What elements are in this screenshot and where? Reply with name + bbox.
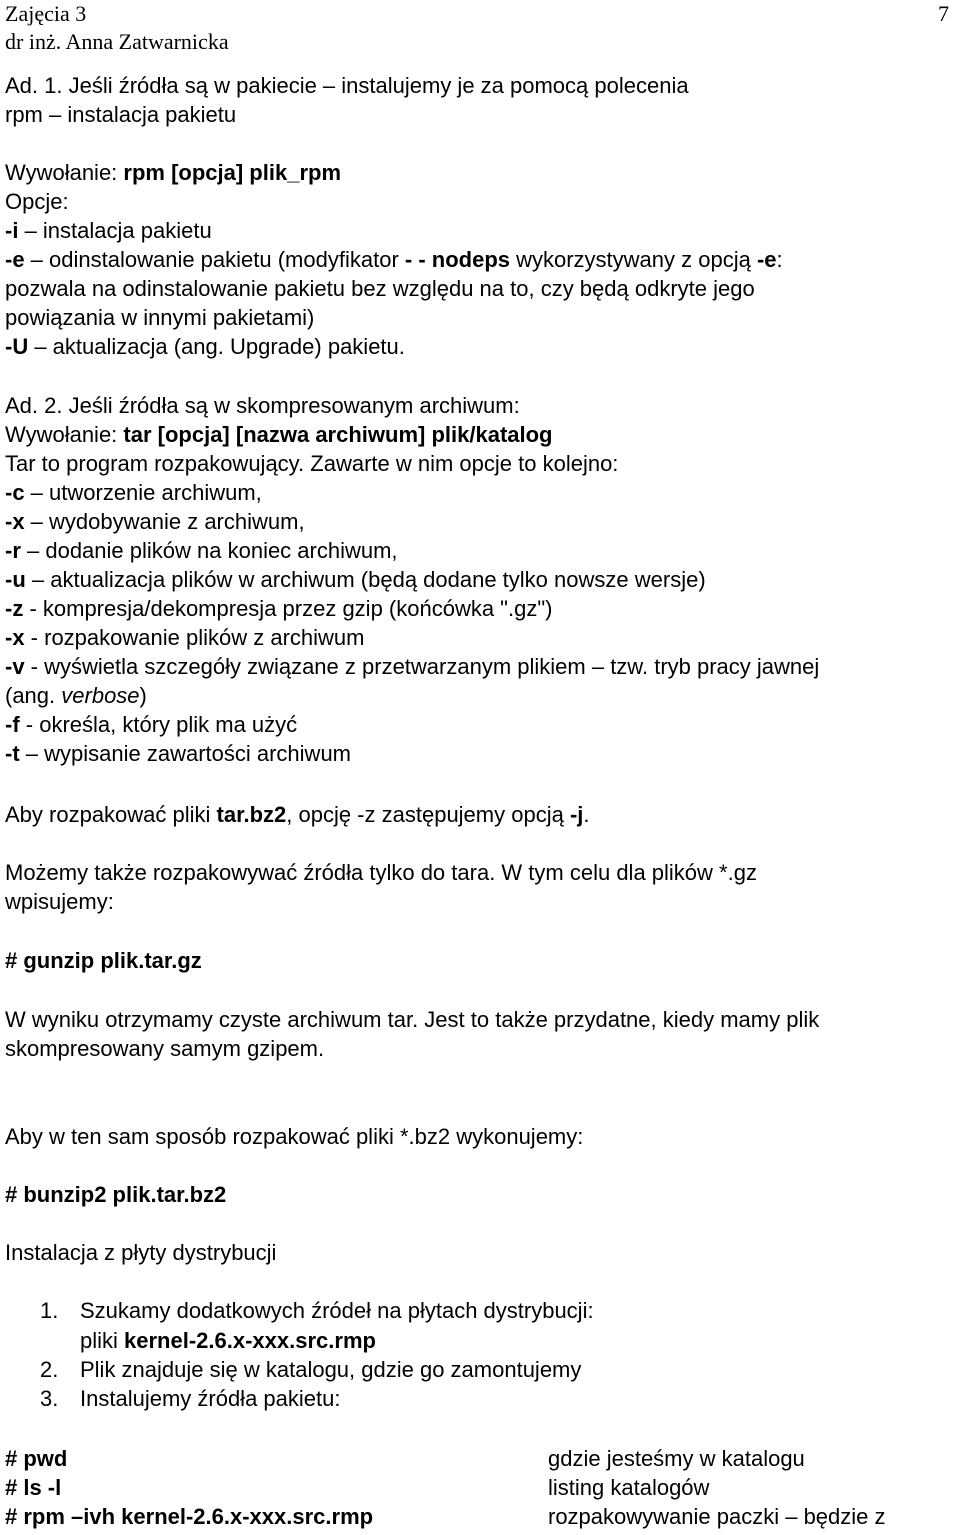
opt-flag: -x <box>5 625 25 650</box>
cmd-text: # pwd <box>5 1446 68 1471</box>
tar-opt-verbose <box>5 682 147 710</box>
opt-flag: -r <box>5 538 21 563</box>
opt-flag: -i <box>5 218 19 243</box>
step-text: Instalujemy źródła pakietu: <box>80 1386 341 1411</box>
opt-flag: -e <box>756 247 777 272</box>
gz-note-line2: wpisujemy: <box>5 889 114 914</box>
note-text: , opcję -z zastępujemy opcją <box>286 802 570 827</box>
opt-text: – utworzenie archiwum, <box>24 480 262 505</box>
cmd-text: # ls -l <box>5 1475 62 1500</box>
cmd-text: # rpm –ivh kernel-2.6.x-xxx.src.rmp <box>5 1504 374 1529</box>
opt-flag: -z <box>5 596 24 621</box>
opt-text: – wydobywanie z archiwum, <box>24 509 305 534</box>
tar-desc: Tar to program rozpakowujący. Zawarte w nim opcje to kolejno: <box>5 451 619 476</box>
ad2-title: Ad. 2. Jeśli źródła są w skompresowanym archiwum: <box>5 393 520 418</box>
tar-call <box>5 421 553 449</box>
result-note-line1: W wyniku otrzymamy czyste archiwum tar. Jest to także przydatne, kiedy mamy plik <box>5 1007 820 1032</box>
tar-opt <box>5 624 364 652</box>
opt-text: : <box>776 247 783 272</box>
rpm-opt-i <box>5 217 212 245</box>
opt-flag: -u <box>5 567 26 592</box>
opt-text: - wyświetla szczegóły związane z przetwarzanym plikiem – tzw. tryb pracy jawnej <box>24 654 820 679</box>
tar-opt <box>5 479 262 507</box>
note-bold: tar.bz2 <box>216 802 287 827</box>
opt-text: – wypisanie zawartości archiwum <box>19 741 351 766</box>
cmd-bunzip <box>5 1181 226 1209</box>
opt-flag: -e <box>5 247 25 272</box>
tar-opt-f <box>5 711 297 739</box>
verbose-post: ) <box>139 683 147 708</box>
opt-flag: -t <box>5 741 20 766</box>
opt-flag: -U <box>5 334 29 359</box>
header-course: Zajęcia 3 <box>5 1 87 26</box>
options-label: Opcje: <box>5 189 69 214</box>
verbose-word: verbose <box>61 683 140 708</box>
cmd-text: # gunzip plik.tar.gz <box>5 948 202 973</box>
step-text-cont <box>80 1327 376 1355</box>
rpm-opt-e-cont2: powiązania w innymi pakietami) <box>5 305 315 330</box>
step-number: 1. <box>40 1298 59 1323</box>
cmd-desc: gdzie jesteśmy w katalogu <box>548 1446 805 1471</box>
ad1-line1: Ad. 1. Jeśli źródła są w pakiecie – instalujemy je za pomocą polecenia <box>5 73 689 98</box>
tar-opt <box>5 566 706 594</box>
step-bold: kernel-2.6.x-xxx.src.rmp <box>124 1328 376 1353</box>
step-text: Plik znajduje się w katalogu, gdzie go zamontujemy <box>80 1357 582 1382</box>
step-number: 2. <box>40 1357 59 1382</box>
rpm-opt-u <box>5 333 405 361</box>
opt-text: – aktualizacja plików w archiwum (będą dodane tylko nowsze wersje) <box>25 567 706 592</box>
opt-flag: -c <box>5 480 25 505</box>
result-note-line2: skompresowany samym gzipem. <box>5 1036 325 1061</box>
tar-opt <box>5 595 552 623</box>
rpm-call <box>5 159 341 187</box>
note-text: . <box>583 802 590 827</box>
opt-flag: -v <box>5 654 25 679</box>
opt-flag: -x <box>5 509 25 534</box>
install-title: Instalacja z płyty dystrybucji <box>5 1240 277 1265</box>
rpm-opt-e <box>5 246 783 274</box>
verbose-pre: (ang. <box>5 683 62 708</box>
opt-modifier: - - nodeps <box>404 247 510 272</box>
cmd-rpm <box>5 1503 373 1531</box>
cmd-gunzip <box>5 947 202 975</box>
rpm-call-prefix: Wywołanie: <box>5 160 124 185</box>
cmd-pwd <box>5 1445 67 1473</box>
opt-text: - określa, który plik ma użyć <box>19 712 298 737</box>
opt-text: - kompresja/dekompresja przez gzip (końcówka ".gz") <box>23 596 553 621</box>
tar-opt-t <box>5 740 351 768</box>
opt-text: - rozpakowanie plików z archiwum <box>24 625 365 650</box>
note-text: Aby rozpakować pliki <box>5 802 217 827</box>
opt-flag: -f <box>5 712 20 737</box>
opt-text: – odinstalowanie pakietu (modyfikator <box>24 247 405 272</box>
step-text: pliki <box>80 1328 125 1353</box>
tar-opt <box>5 508 305 536</box>
cmd-desc: listing katalogów <box>548 1475 710 1500</box>
tar-opt <box>5 653 819 681</box>
rpm-opt-e-cont1: pozwala na odinstalowanie pakietu bez względu na to, czy będą odkryte jego <box>5 276 755 301</box>
opt-text: wykorzystywany z opcją <box>510 247 757 272</box>
opt-text: – instalacja pakietu <box>18 218 212 243</box>
cmd-text: # bunzip2 plik.tar.bz2 <box>5 1182 227 1207</box>
tar-opt <box>5 537 398 565</box>
cmd-ls <box>5 1474 61 1502</box>
tar-call-prefix: Wywołanie: <box>5 422 124 447</box>
tar-call-cmd: tar [opcja] [nazwa archiwum] plik/katalog <box>123 422 553 447</box>
ad1-line2: rpm – instalacja pakietu <box>5 102 237 127</box>
cmd-desc: rozpakowywanie paczki – będzie z <box>548 1504 886 1529</box>
opt-text: – aktualizacja (ang. Upgrade) pakietu. <box>28 334 405 359</box>
gz-note-line1: Możemy także rozpakowywać źródła tylko do tara. W tym celu dla plików *.gz <box>5 860 757 885</box>
page-number: 7 <box>938 1 949 26</box>
bz2-method: Aby w ten sam sposób rozpakować pliki *.bz2 wykonujemy: <box>5 1124 584 1149</box>
header-author: dr inż. Anna Zatwarnicka <box>5 29 229 54</box>
step-text: Szukamy dodatkowych źródeł na płytach dystrybucji: <box>80 1298 594 1323</box>
bz2-note <box>5 801 590 829</box>
step-number: 3. <box>40 1386 59 1411</box>
rpm-call-cmd: rpm [opcja] plik_rpm <box>123 160 341 185</box>
opt-text: – dodanie plików na koniec archiwum, <box>20 538 398 563</box>
note-bold: -j <box>569 802 584 827</box>
